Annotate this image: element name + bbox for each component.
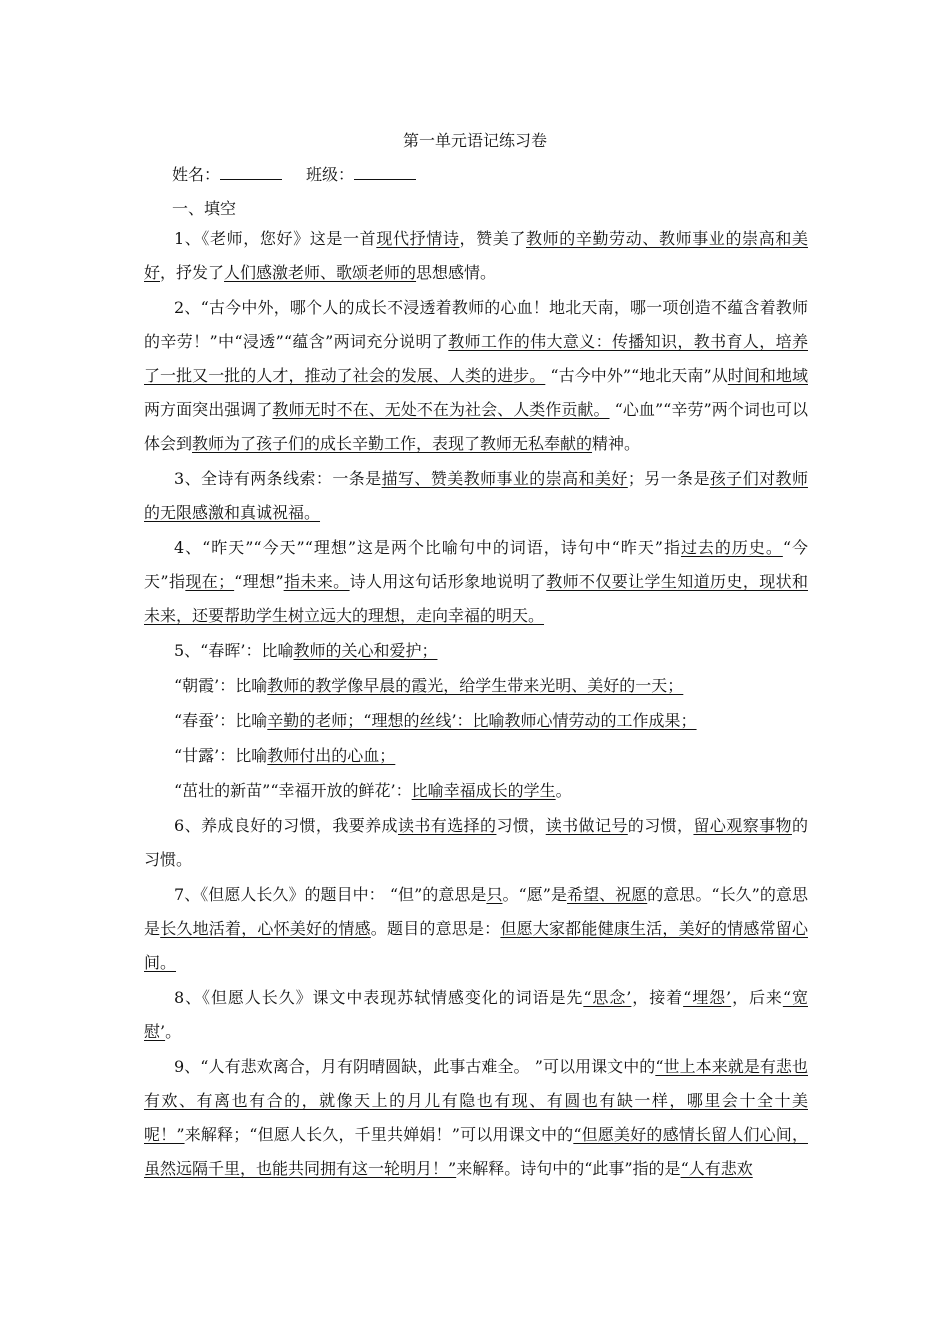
text: “古今中外”“地北天南”从 xyxy=(545,366,728,385)
text: 来解释。诗句中的“此事”指的是 xyxy=(456,1159,681,1178)
text: 两方面突出强调了 xyxy=(144,400,273,419)
answer: 孩子们对教师的无限感激和真诚祝福。 xyxy=(144,469,808,522)
text: “春蚕’：比喻 xyxy=(174,711,268,730)
text: 4、“昨天”“今天”“理想”这是两个比喻句中的词语，诗句中“昨天”指 xyxy=(174,538,681,557)
answer: 教师的关心和爱护； xyxy=(293,641,438,660)
text: “今天”指 xyxy=(144,538,808,591)
question-5-line-4 xyxy=(144,739,808,773)
text: ，赞美了 xyxy=(459,229,526,248)
answer: 教师的辛勤劳动、教师事业的崇高和美好 xyxy=(144,229,808,282)
answer: 人们感激老师、歌颂老师的 xyxy=(224,263,417,282)
answer: “思念’ xyxy=(583,988,632,1007)
answer: 教师为了孩子们的成长辛勤工作，表现了教师无私奉献的 xyxy=(192,434,593,453)
answer: 时间和地域 xyxy=(727,366,808,385)
text: 7、《但愿人长久》的题目中： “但”的意思是 xyxy=(174,885,487,904)
text: ，抒发了 xyxy=(160,263,225,282)
text: 。 xyxy=(165,1022,182,1041)
question-5-line-3 xyxy=(144,704,808,738)
answer: 读书做记号 xyxy=(545,816,628,835)
text: 习惯， xyxy=(496,816,546,835)
answer: 教师工作的伟大意义：传播知识，教书育人，培养了一批又一批的人才，推动了社会的发展、人类的进步。 xyxy=(144,332,808,385)
class-blank[interactable] xyxy=(354,165,416,180)
answer: “埋怨’ xyxy=(683,988,732,1007)
question-9 xyxy=(144,1050,808,1186)
name-blank[interactable] xyxy=(220,165,282,180)
answer: 现在； xyxy=(185,572,235,591)
text: 2、“古今中外，哪个人的成长不浸透着教师的心血！地北天南，哪一项创造不蕴含着教师的辛劳！”中“浸透”“蕴含”两词充分说明了 xyxy=(144,298,808,351)
question-2 xyxy=(144,291,808,461)
section-heading: 一、填空 xyxy=(172,199,237,218)
answer: 但愿大家都能健康生活，美好的情感常留心间。 xyxy=(144,919,808,972)
text: “理想” xyxy=(234,572,284,591)
text: 5、“春晖’：比喻 xyxy=(174,641,294,660)
answer: 过去的历史。 xyxy=(680,538,783,557)
answer: “但愿美好的感情长留人们心间，虽然远隔千里，也能共同拥有这一轮明月！” xyxy=(144,1125,808,1178)
text: 的习惯， xyxy=(627,816,694,835)
text: 8、《但愿人长久》课文中表现苏轼情感变化的词语是先 xyxy=(174,988,584,1007)
text: 精神。 xyxy=(592,434,641,453)
question-3 xyxy=(144,462,808,530)
question-5-line-5 xyxy=(144,774,808,808)
question-1 xyxy=(144,222,808,290)
text: 的意思。“长久”的意思是 xyxy=(144,885,808,938)
text: “心血”“辛劳”两个词也可以体会到 xyxy=(144,400,808,453)
answer: “宽慰’ xyxy=(144,988,808,1041)
question-4 xyxy=(144,531,808,633)
text: “茁壮的新苗”“幸福开放的鲜花’： xyxy=(174,781,412,800)
answer: 教师无时不在、无处不在为社会、人类作贡献。 xyxy=(272,400,610,419)
text: ，后来 xyxy=(731,988,783,1007)
text: “甘露’：比喻 xyxy=(174,746,268,765)
answer: 教师不仅要让学生知道历史，现状和未来，还要帮助学生树立远大的理想，走向幸福的明天。 xyxy=(144,572,808,625)
answer: 指未来。 xyxy=(283,572,350,591)
text: 的习惯。 xyxy=(144,816,808,869)
answer: 教师付出的心血； xyxy=(267,746,396,765)
text: 1、《老师，您好》这是一首 xyxy=(174,229,377,248)
answer: 长久地活着，心怀美好的情感 xyxy=(160,919,371,938)
text: “朝霞’：比喻 xyxy=(174,676,268,695)
question-list xyxy=(144,222,808,1187)
answer: 教师的教学像早晨的霞光，给学生带来光明、美好的一天； xyxy=(267,676,684,695)
text: 。 xyxy=(555,781,572,800)
answer: 希望、祝愿 xyxy=(567,885,648,904)
answer: “世上本来就是有悲也有欢、有离也有合的，就像天上的月儿有隐也有现、有圆也有缺一样，哪里会十全十美呢！” xyxy=(144,1057,808,1144)
answer: “人有悲欢 xyxy=(680,1159,753,1178)
text: 3、全诗有两条线索：一条是 xyxy=(174,469,382,488)
text: 诗人用这句话形象地说明了 xyxy=(349,572,547,591)
question-8 xyxy=(144,981,808,1049)
text: 6、养成良好的习惯，我要养成 xyxy=(174,816,398,835)
text: 思想感情。 xyxy=(416,263,497,282)
class-label: 班级： xyxy=(306,165,355,184)
answer: 只 xyxy=(486,885,503,904)
text: 。题目的意思是： xyxy=(370,919,501,938)
answer: 描写、赞美教师事业的崇高和美好 xyxy=(381,469,628,488)
question-5-line-1 xyxy=(144,634,808,668)
answer: 留心观察事物 xyxy=(693,816,792,835)
question-6 xyxy=(144,809,808,877)
answer: 现代抒情诗 xyxy=(376,229,460,248)
text: ；另一条是 xyxy=(627,469,710,488)
text: 9、“人有悲欢离合，月有阴晴圆缺，此事古难全。 ”可以用课文中的 xyxy=(174,1057,656,1076)
name-label: 姓名： xyxy=(172,165,221,184)
question-7 xyxy=(144,878,808,980)
text: 。“愿”是 xyxy=(502,885,568,904)
text: 来解释；“但愿人长久，千里共婵娟！”可以用课文中的 xyxy=(184,1125,574,1144)
question-5-line-2 xyxy=(144,669,808,703)
answer: 辛勤的老师；“理想的丝线’：比喻教师心情劳动的工作成果； xyxy=(267,711,697,730)
answer: 读书有选择的 xyxy=(397,816,497,835)
student-info xyxy=(172,162,416,185)
text: ，接着 xyxy=(631,988,684,1007)
page-title: 第一单元语记练习卷 xyxy=(402,131,547,150)
answer: 比喻幸福成长的学生 xyxy=(411,781,556,800)
